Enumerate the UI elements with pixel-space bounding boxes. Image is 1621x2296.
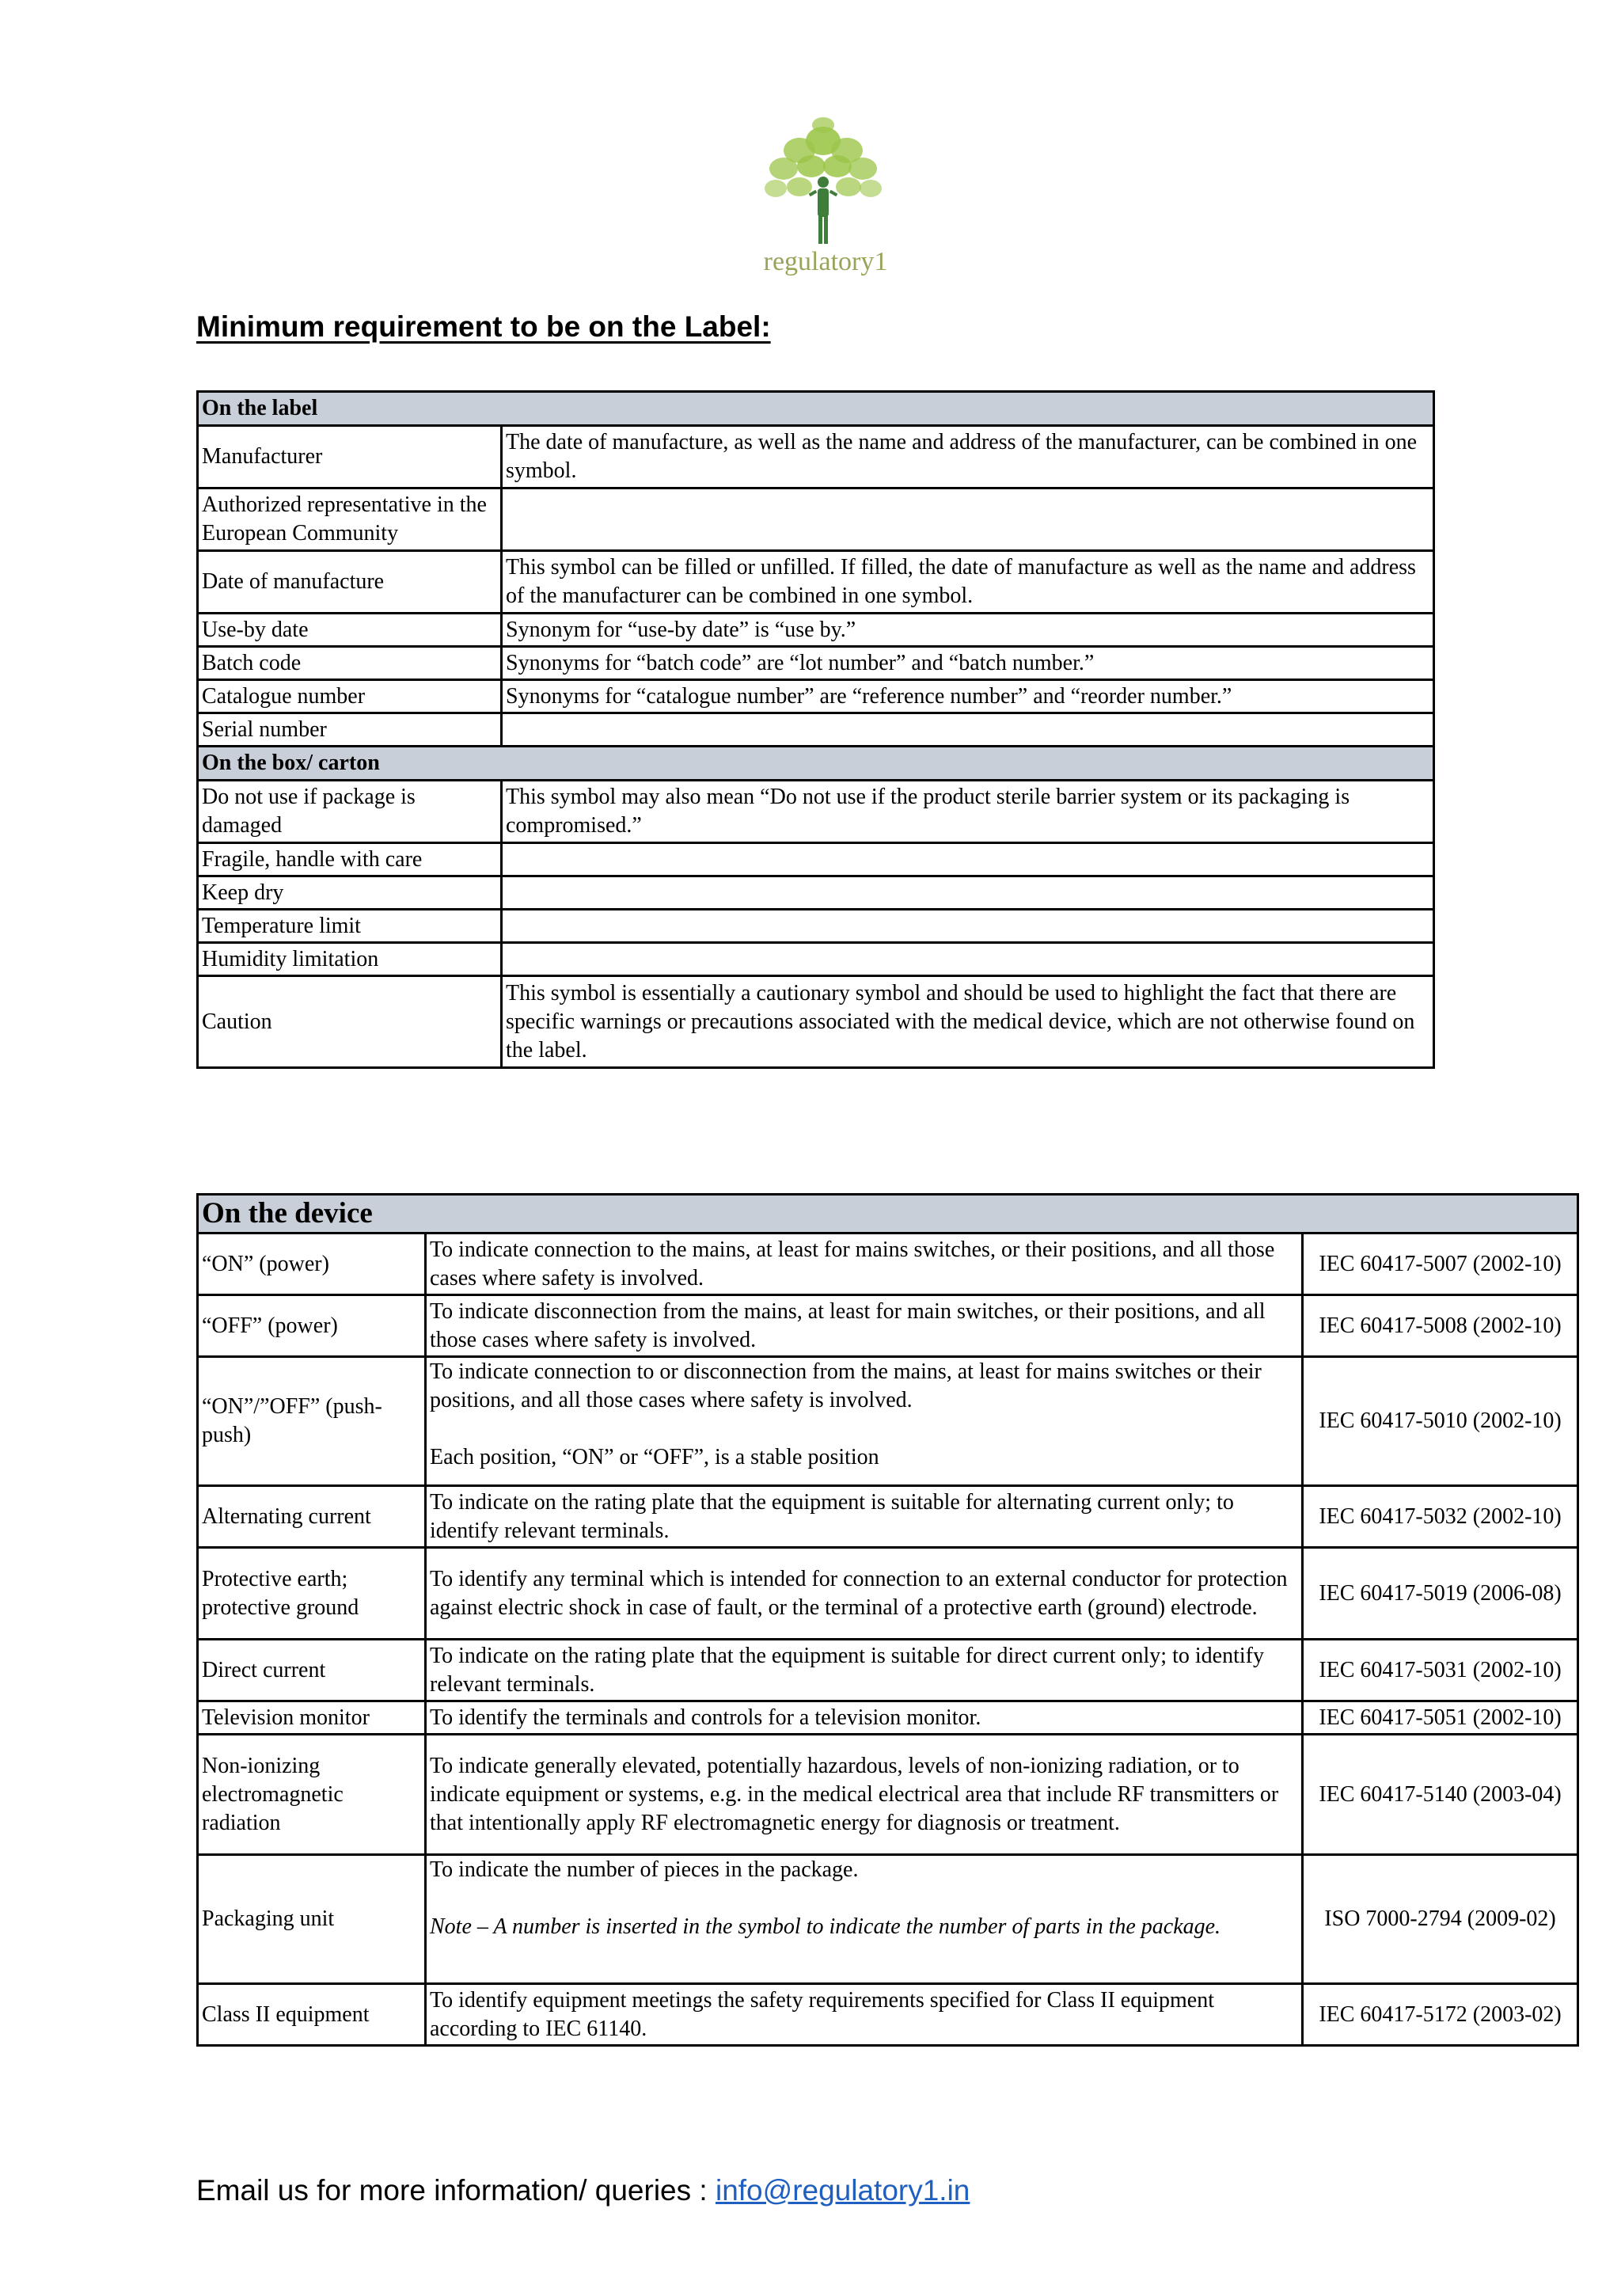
symbol-name: Caution	[198, 976, 502, 1068]
symbol-description: Synonyms for “catalogue number” are “reference number” and “reorder number.”	[502, 680, 1434, 713]
symbol-name: Use-by date	[198, 614, 502, 647]
table-row	[198, 910, 1434, 943]
table-row	[198, 488, 1434, 551]
standard-reference: IEC 60417-5051 (2002-10)	[1303, 1701, 1578, 1735]
symbol-description-cell	[426, 1855, 1303, 1984]
symbol-description	[502, 943, 1434, 976]
symbol-description: Synonyms for “batch code” are “lot number” and “batch number.”	[502, 647, 1434, 680]
label-requirements-table	[196, 390, 1435, 1069]
table-row	[198, 1295, 1578, 1357]
symbol-name: Keep dry	[198, 876, 502, 910]
symbol-description: The date of manufacture, as well as the name and address of the manufacturer, can be combined in one symbol.	[502, 426, 1434, 488]
symbol-note: Note – A number is inserted in the symbol to indicate the number of parts in the package.	[430, 1914, 1221, 1939]
spacer	[430, 1415, 1298, 1443]
symbol-description	[502, 713, 1434, 747]
symbol-description: To indicate disconnection from the mains, at least for main switches, or their positions, and all those cases where safety is involved.	[426, 1295, 1303, 1357]
symbol-description: To indicate the number of pieces in the package.	[430, 1857, 859, 1882]
footer-text: Email us for more information/ queries :	[196, 2174, 716, 2207]
standard-reference: IEC 60417-5010 (2002-10)	[1303, 1357, 1578, 1486]
symbol-name: “ON” (power)	[198, 1234, 426, 1295]
symbol-name: Direct current	[198, 1640, 426, 1701]
symbol-description: This symbol may also mean “Do not use if the product sterile barrier system or its packaging is compromised.”	[502, 781, 1434, 843]
symbol-description: This symbol is essentially a cautionary symbol and should be used to highlight the fact that there are specific warnings or precautions associated with the medical device, which are not otherwise found on the label.	[502, 976, 1434, 1068]
table-row	[198, 680, 1434, 713]
symbol-description: Synonym for “use-by date” is “use by.”	[502, 614, 1434, 647]
table-row	[198, 781, 1434, 843]
symbol-name: “ON”/”OFF” (push-push)	[198, 1357, 426, 1486]
logo-text: regulatory1	[763, 247, 888, 276]
symbol-description: To identify equipment meetings the safety requirements specified for Class II equipment according to IEC 61140.	[426, 1984, 1303, 2046]
table-row	[198, 614, 1434, 647]
table-row	[198, 1234, 1578, 1295]
symbol-description: To indicate on the rating plate that the equipment is suitable for direct current only; to identify relevant terminals.	[426, 1640, 1303, 1701]
device-symbols-table	[196, 1193, 1579, 2047]
symbol-description: To indicate on the rating plate that the equipment is suitable for alternating current only; to identify relevant terminals.	[426, 1486, 1303, 1548]
standard-reference: IEC 60417-5140 (2003-04)	[1303, 1735, 1578, 1855]
symbol-description: This symbol can be filled or unfilled. If filled, the date of manufacture as well as the name and address of the manufacturer can be combined in one symbol.	[502, 551, 1434, 614]
standard-reference: IEC 60417-5032 (2002-10)	[1303, 1486, 1578, 1548]
standard-reference: IEC 60417-5019 (2006-08)	[1303, 1548, 1578, 1640]
symbol-name: Alternating current	[198, 1486, 426, 1548]
section-title: On the box/ carton	[198, 747, 1434, 781]
table-row	[198, 1735, 1578, 1855]
standard-reference: IEC 60417-5008 (2002-10)	[1303, 1295, 1578, 1357]
table-row	[198, 1640, 1578, 1701]
table-row	[198, 843, 1434, 876]
table-row	[198, 976, 1434, 1068]
symbol-name: Do not use if package is damaged	[198, 781, 502, 843]
symbol-description: To identify the terminals and controls for a television monitor.	[426, 1701, 1303, 1735]
spacer	[430, 1884, 1298, 1913]
section-row-box	[198, 747, 1434, 781]
symbol-name: Non-ionizing electromagnetic radiation	[198, 1735, 426, 1855]
section-title: On the device	[198, 1195, 1578, 1234]
symbol-description	[502, 843, 1434, 876]
symbol-name: Protective earth; protective ground	[198, 1548, 426, 1640]
table-row	[198, 1855, 1578, 1984]
table-row	[198, 551, 1434, 614]
symbol-description: To identify any terminal which is intended for connection to an external conductor for protection against electric shock in case of fault, or the terminal of a protective earth (ground) electrode.	[426, 1548, 1303, 1640]
table-row	[198, 943, 1434, 976]
page-heading: Minimum requirement to be on the Label:	[196, 310, 771, 343]
symbol-description: To indicate generally elevated, potentially hazardous, levels of non-ionizing radiation, or to indicate equipment or systems, e.g. in the medical electrical area that include RF transmitters or that intentionally apply RF electromagnetic energy for diagnosis or treatment.	[426, 1735, 1303, 1855]
standard-reference: ISO 7000-2794 (2009-02)	[1303, 1855, 1578, 1984]
standard-reference: IEC 60417-5007 (2002-10)	[1303, 1234, 1578, 1295]
standard-reference: IEC 60417-5031 (2002-10)	[1303, 1640, 1578, 1701]
symbol-name: “OFF” (power)	[198, 1295, 426, 1357]
symbol-name: Manufacturer	[198, 426, 502, 488]
symbol-name: Batch code	[198, 647, 502, 680]
table-row	[198, 426, 1434, 488]
symbol-description	[502, 488, 1434, 551]
symbol-name: Humidity limitation	[198, 943, 502, 976]
section-row-device	[198, 1195, 1578, 1234]
table-row	[198, 713, 1434, 747]
table-row	[198, 647, 1434, 680]
table-row	[198, 1984, 1578, 2046]
symbol-description-cell	[426, 1357, 1303, 1486]
symbol-description: To indicate connection to or disconnection from the mains, at least for mains switches or their positions, and all those cases where safety is involved.	[430, 1359, 1262, 1412]
table-row	[198, 1701, 1578, 1735]
symbol-name: Temperature limit	[198, 910, 502, 943]
symbol-note: Each position, “ON” or “OFF”, is a stable position	[430, 1445, 879, 1469]
table-row	[198, 876, 1434, 910]
symbol-description	[502, 876, 1434, 910]
symbol-description: To indicate connection to the mains, at least for mains switches, or their positions, and all those cases where safety is involved.	[426, 1234, 1303, 1295]
email-link[interactable]: info@regulatory1.in	[715, 2174, 970, 2207]
symbol-name: Packaging unit	[198, 1855, 426, 1984]
footer	[196, 2174, 970, 2207]
symbol-name: Date of manufacture	[198, 551, 502, 614]
symbol-name: Television monitor	[198, 1701, 426, 1735]
table-row	[198, 1548, 1578, 1640]
standard-reference: IEC 60417-5172 (2003-02)	[1303, 1984, 1578, 2046]
section-row-label	[198, 392, 1434, 426]
symbol-name: Authorized representative in the European Community	[198, 488, 502, 551]
section-title: On the label	[198, 392, 1434, 426]
symbol-name: Class II equipment	[198, 1984, 426, 2046]
table-row	[198, 1486, 1578, 1548]
symbol-description	[502, 910, 1434, 943]
table-row	[198, 1357, 1578, 1486]
symbol-name: Catalogue number	[198, 680, 502, 713]
symbol-name: Serial number	[198, 713, 502, 747]
symbol-name: Fragile, handle with care	[198, 843, 502, 876]
